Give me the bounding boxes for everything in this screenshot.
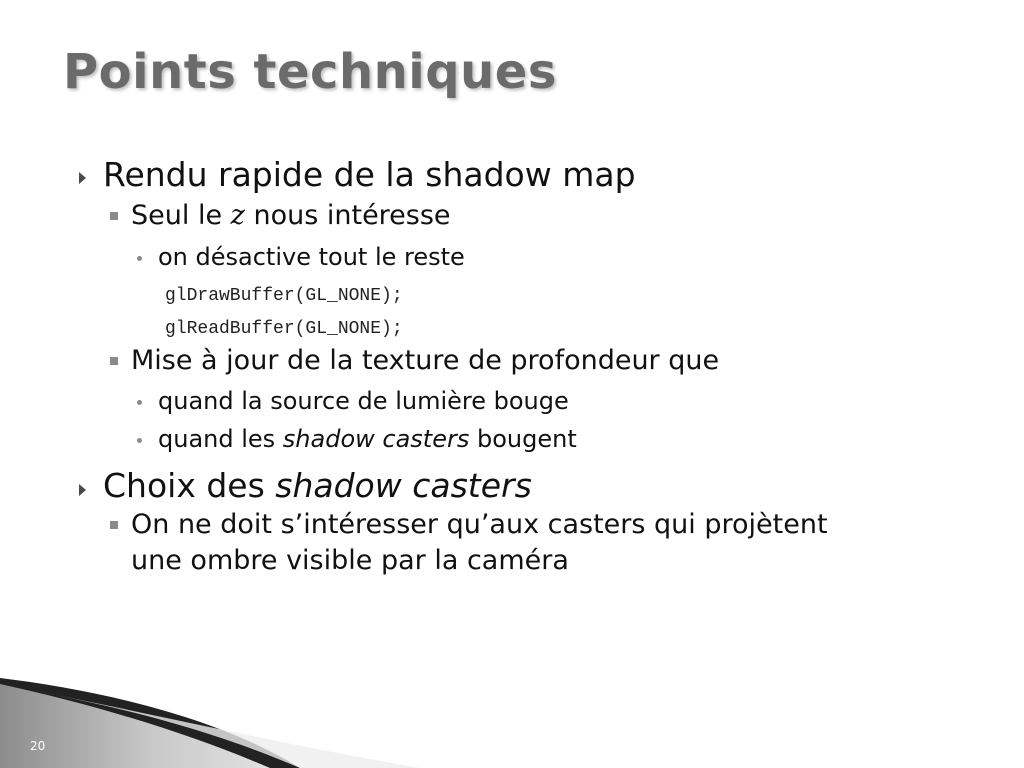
code-read-buffer: glReadBuffer(GL_NONE); [165,319,403,339]
arrow-bullet-icon [79,172,86,184]
code-draw-buffer: glDrawBuffer(GL_NONE); [165,286,403,306]
bullet-interesser-line1: On ne doit s’intéresser qu’aux casters qui projètent [131,509,828,540]
choix-des-text: Choix des [103,466,276,505]
corner-decoration [0,678,420,768]
arrow-bullet-icon [79,484,86,496]
square-bullet-icon [110,357,118,365]
shadow-casters-emphasis: shadow casters [275,466,532,505]
shadow-casters-emphasis: shadow casters [282,425,470,453]
seul-le-text: Seul le [131,200,231,231]
bullet-shadow-casters-bougent [158,425,577,453]
slide-title: Points techniques [63,44,557,100]
bullet-rendu-rapide: Rendu rapide de la shadow map [103,155,636,194]
page-number: 20 [30,739,46,753]
bullet-choix [103,466,532,505]
bullet-desactive: on désactive tout le reste [158,243,465,271]
dot-bullet-icon [137,400,142,405]
square-bullet-icon [110,212,118,220]
bullet-mise-a-jour: Mise à jour de la texture de profondeur que [131,345,720,376]
bullet-source-lumiere: quand la source de lumière bouge [158,387,569,415]
dot-bullet-icon [137,256,142,261]
bullet-interesser-line2: une ombre visible par la caméra [131,545,569,576]
nous-interesse-text: nous intéresse [244,200,451,231]
square-bullet-icon [110,521,118,529]
bullet-seul-le-z [131,200,451,231]
quand-les-text: quand les [158,425,283,453]
dot-bullet-icon [137,438,142,443]
bougent-text: bougent [469,425,577,453]
z-variable: z [230,200,245,231]
